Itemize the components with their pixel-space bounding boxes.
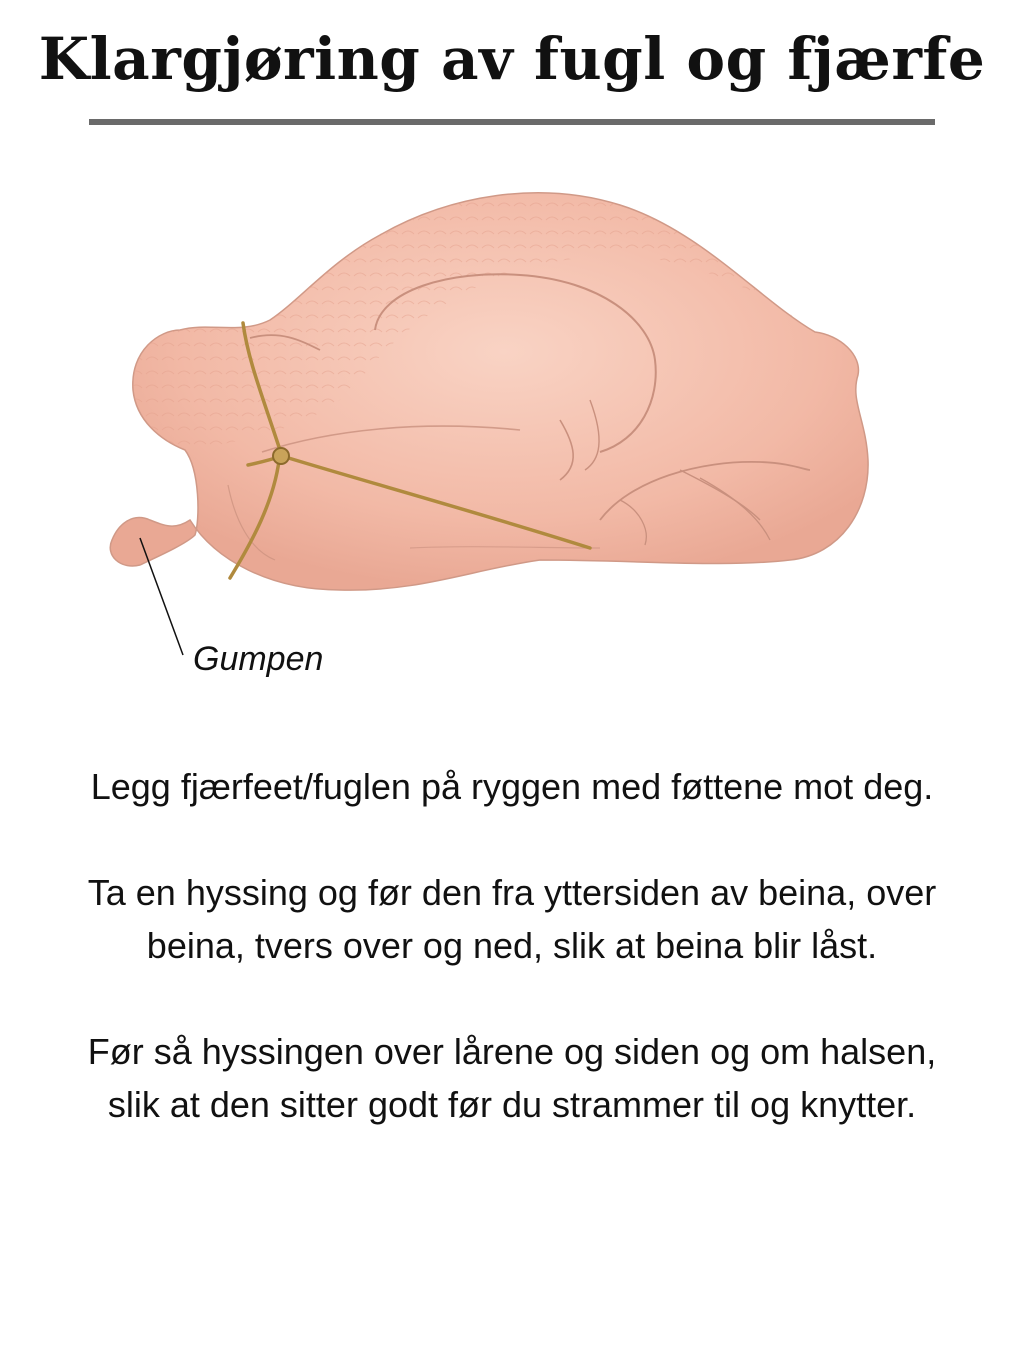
instruction-step: Ta en hyssing og før den fra yttersiden av beina, over beina, tvers over og ned, slik at beina blir låst.: [87, 872, 937, 966]
page-title: Klargjøring av fugl og fjærfe: [38, 25, 986, 93]
instructions: [80, 760, 944, 1184]
twine-knot: [273, 448, 289, 464]
instruction-step: Før så hyssingen over lårene og siden og om halsen, slik at den sitter godt før du strammer til og knytter.: [87, 1031, 937, 1125]
trussed-bird-illustration: [0, 150, 1024, 710]
callout-label-gumpen: Gumpen: [193, 640, 324, 678]
instruction-step: Legg fjærfeet/fuglen på ryggen med føttene mot deg.: [90, 766, 934, 807]
title-divider: [89, 119, 935, 125]
